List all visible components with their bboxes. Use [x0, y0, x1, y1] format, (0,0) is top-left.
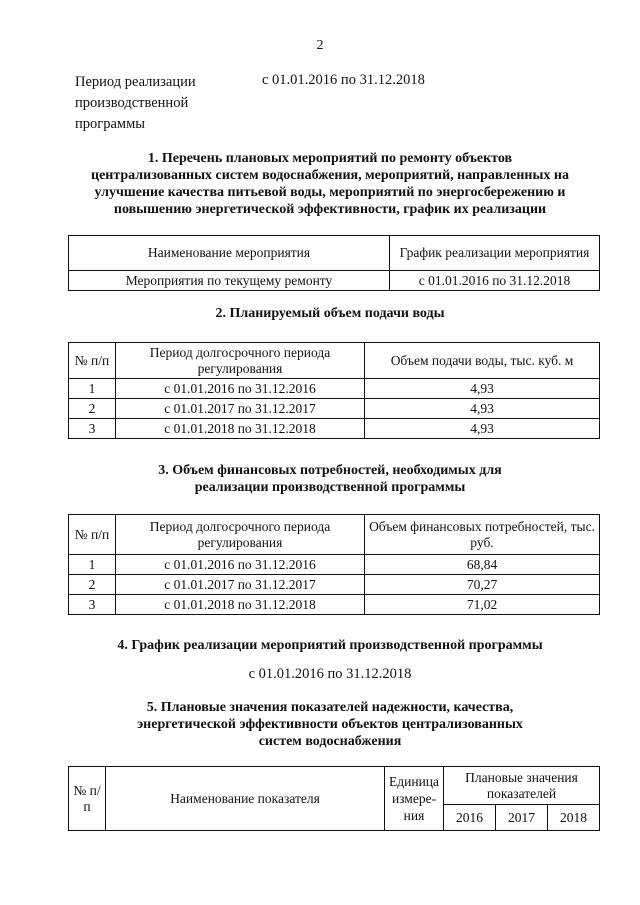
table-cell: с 01.01.2017 по 31.12.2017	[116, 399, 365, 419]
indicators-table	[68, 766, 600, 831]
section1-title	[40, 150, 620, 218]
section1-title-line: улучшение качества питьевой воды, мероприятий по энергосбережению и	[94, 185, 566, 200]
period-label-line: производственной	[75, 95, 189, 111]
table-header-cell: График реализации мероприятия	[390, 236, 600, 271]
section5-title-line: 5. Плановые значения показателей надежности, качества,	[146, 700, 514, 715]
table-cell: 68,84	[365, 555, 600, 575]
table-cell: с 01.01.2016 по 31.12.2016	[116, 555, 365, 575]
table-row	[69, 271, 600, 291]
financial-needs-table	[68, 514, 600, 615]
page-number: 2	[316, 38, 324, 53]
table-header-cell: № п/п	[69, 515, 116, 555]
table-cell: 3	[69, 595, 116, 615]
section5-title	[40, 699, 620, 750]
year-header-cell: 2018	[547, 805, 599, 831]
table-header-cell: № п/п	[69, 767, 106, 831]
section2-title: 2. Планируемый объем подачи воды	[215, 306, 445, 321]
table-header-cell: Единица измере-ния	[385, 767, 444, 831]
table-cell: с 01.01.2018 по 31.12.2018	[116, 595, 365, 615]
section3-title	[40, 462, 620, 496]
table-cell: 4,93	[365, 399, 600, 419]
table-cell: 2	[69, 575, 116, 595]
table-cell: с 01.01.2017 по 31.12.2017	[116, 575, 365, 595]
table-cell: 3	[69, 419, 116, 439]
water-volume-table	[68, 342, 600, 439]
table-cell: 1	[69, 555, 116, 575]
table-cell: с 01.01.2016 по 31.12.2018	[390, 271, 600, 291]
section4-title: 4. График реализации мероприятий производственной программы	[117, 638, 543, 653]
period-label-line: программы	[75, 116, 145, 132]
table-cell: 1	[69, 379, 116, 399]
table-header-cell: Наименование показателя	[106, 767, 385, 831]
table-cell: Мероприятия по текущему ремонту	[69, 271, 390, 291]
table-cell: 2	[69, 399, 116, 419]
table-cell: 4,93	[365, 379, 600, 399]
table-cell: с 01.01.2018 по 31.12.2018	[116, 419, 365, 439]
section1-title-line: 1. Перечень плановых мероприятий по ремонту объектов	[147, 151, 513, 166]
table-row	[69, 555, 600, 575]
table-row	[69, 595, 600, 615]
section3-title-line: реализации производственной программы	[194, 480, 466, 495]
table-header-cell: Объем финансовых потребностей, тыс. руб.	[365, 515, 600, 555]
table-header-cell: Плановые значения показателей	[444, 767, 600, 805]
section5-title-line: энергетической эффективности объектов централизованных	[137, 717, 523, 732]
table-header-cell: Период долгосрочного периода регулирования	[116, 343, 365, 379]
table-row	[69, 575, 600, 595]
table-header-cell: Наименование мероприятия	[69, 236, 390, 271]
period-value: с 01.01.2016 по 31.12.2018	[262, 72, 425, 88]
table-row	[69, 419, 600, 439]
table-cell: 71,02	[365, 595, 600, 615]
period-label-line: Период реализации	[75, 74, 196, 90]
section5-title-line: систем водоснабжения	[258, 734, 402, 749]
table-row	[69, 379, 600, 399]
table-header-cell: Период долгосрочного периода регулирования	[116, 515, 365, 555]
period-label	[75, 72, 196, 135]
section1-title-line: централизованных систем водоснабжения, мероприятий, направленных на	[91, 168, 569, 183]
table-cell: с 01.01.2016 по 31.12.2016	[116, 379, 365, 399]
table-header-cell: Объем подачи воды, тыс. куб. м	[365, 343, 600, 379]
year-header-cell: 2017	[496, 805, 548, 831]
table-row	[69, 399, 600, 419]
table-cell: 4,93	[365, 419, 600, 439]
year-header-cell: 2016	[444, 805, 496, 831]
table-header-cell: № п/п	[69, 343, 116, 379]
section3-title-line: 3. Объем финансовых потребностей, необходимых для	[158, 463, 502, 478]
activities-table	[68, 235, 600, 291]
section1-title-line: повышению энергетической эффективности, график их реализации	[113, 202, 547, 217]
section4-period: с 01.01.2016 по 31.12.2018	[248, 666, 412, 682]
table-cell: 70,27	[365, 575, 600, 595]
